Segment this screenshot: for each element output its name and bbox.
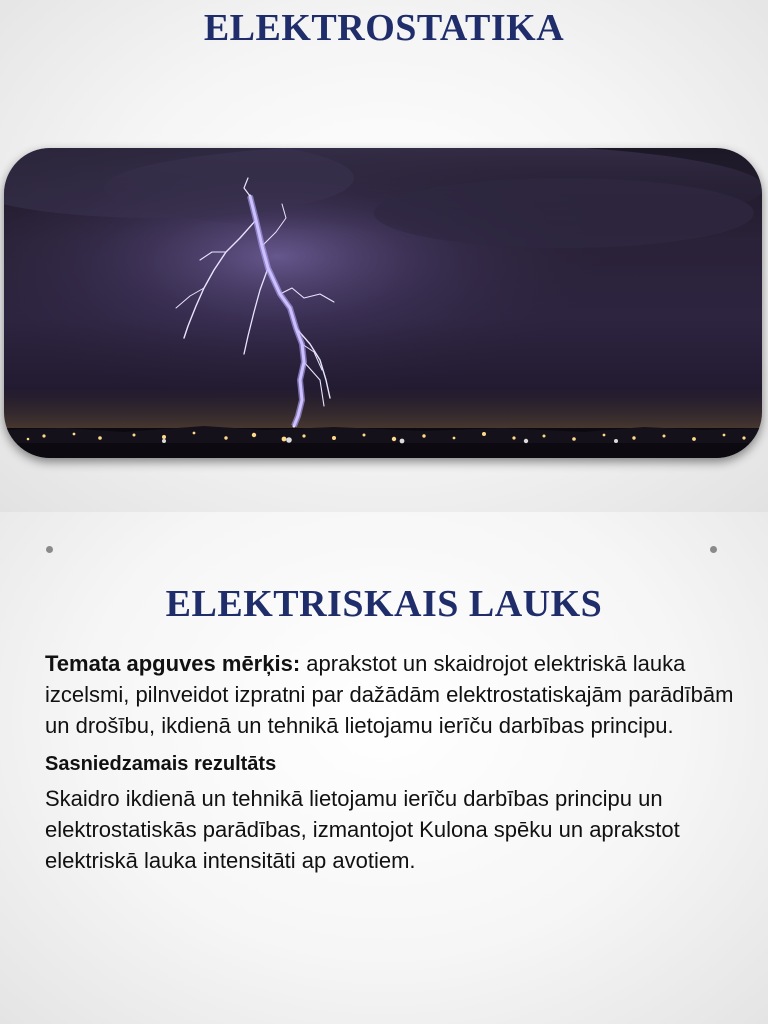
- goal-label: Temata apguves mērķis:: [45, 651, 301, 676]
- result-heading: Sasniedzamais rezultāts: [45, 753, 277, 775]
- goal-text: aprakstot un skaidrojot elektriskā lauka izcelsmi, pilnveidot izpratni par dažādām elektrostatiskajām parādībām un drošību, ikdienā un tehnikā lietojamu ierīču darbības principu.: [45, 651, 734, 738]
- goal-paragraph: [45, 648, 750, 741]
- result-text: Skaidro ikdienā un tehnikā lietojamu ierīču darbības principu un elektrostatiskās parādības, izmantojot Kulona spēku un aprakstot elektriskā lauka intensitāti ap avotiem.: [45, 786, 680, 873]
- slide-2-content: [45, 648, 750, 876]
- bullet-dot-right: [710, 546, 717, 553]
- bullet-dot-left: [46, 546, 53, 553]
- slide-2-title: ELEKTRISKAIS LAUKS: [165, 583, 603, 625]
- lightning-photo: [4, 148, 762, 458]
- lightning-image: [4, 148, 762, 458]
- slide-1-title: ELEKTROSTATIKA: [203, 7, 565, 49]
